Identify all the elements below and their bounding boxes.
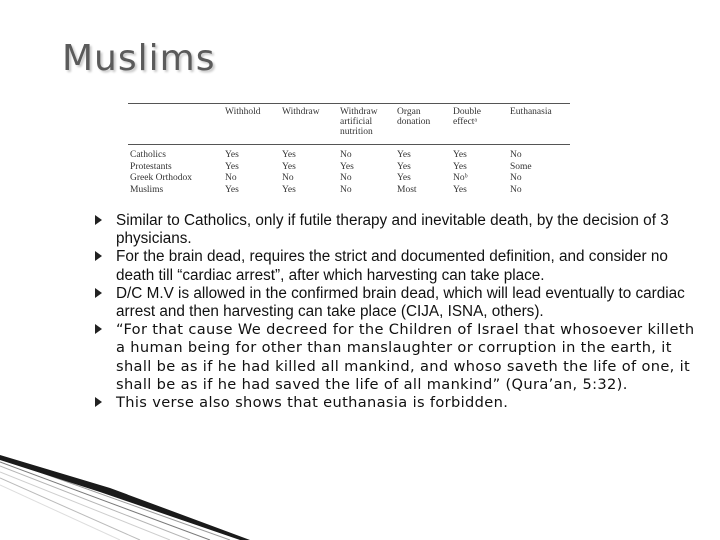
table-cell: Some xyxy=(510,161,532,172)
table-header-cell: Withdraw xyxy=(282,107,320,117)
table-cell: No xyxy=(340,184,352,195)
table-cell: Yes xyxy=(225,150,239,160)
table-top-rule xyxy=(128,103,570,104)
arrow-bullet-icon xyxy=(95,397,102,407)
table-header-cell: Double effectᵃ xyxy=(453,107,481,127)
table-cell: Yes xyxy=(397,161,411,172)
arrow-bullet-icon xyxy=(95,324,102,334)
table-cell: No xyxy=(510,173,522,183)
arrow-bullet-icon xyxy=(95,288,102,298)
bullet-item xyxy=(95,285,695,321)
table-cell: Yes xyxy=(340,161,354,172)
table-cell: Yes xyxy=(282,184,296,195)
table-cell: No xyxy=(225,173,237,183)
table-cell: No xyxy=(282,173,294,183)
bullet-list xyxy=(95,212,695,412)
table-row-label: Protestants xyxy=(130,161,172,172)
table-cell: No xyxy=(510,150,522,160)
table-row-label: Catholics xyxy=(130,150,166,160)
table-cell: No xyxy=(340,173,352,183)
table-cell: Yes xyxy=(453,161,467,172)
table-header-rule xyxy=(128,144,570,145)
bullet-item xyxy=(95,321,695,394)
table-cell: Yes xyxy=(453,150,467,160)
table-cell: Yes xyxy=(282,161,296,172)
table-header-cell: Organ donation xyxy=(397,107,431,127)
table-header-cell: Withdraw artificial nutrition xyxy=(340,107,378,137)
table-cell: Yes xyxy=(453,184,467,195)
bullet-text: D/C M.V is allowed in the confirmed brain dead, which will lead eventually to cardiac arrest and then harvesting can take place (CIJA, ISNA, others). xyxy=(116,284,685,321)
bullet-item xyxy=(95,248,695,284)
bullet-text: This verse also shows that euthanasia is forbidden. xyxy=(116,394,509,412)
bullet-item xyxy=(95,394,695,412)
table-cell: Yes xyxy=(397,150,411,160)
bullet-item xyxy=(95,212,695,248)
bullet-text: “For that cause We decreed for the Children of Israel that whosoever killeth a human being for other than manslaughter or corruption in the earth, it shall be as if he had killed all mankind, and whoso saveth the life of one, it shall be as if he had saved the life of all mankind” (Qura’an, 5:32). xyxy=(116,321,695,393)
table-cell: Most xyxy=(397,184,417,195)
table-header-cell: Withhold xyxy=(225,107,261,117)
table-header-cell: Euthanasia xyxy=(510,107,552,117)
bullet-text: Similar to Catholics, only if futile therapy and inevitable death, by the decision of 3 physicians. xyxy=(116,212,669,248)
slide-title: Muslims xyxy=(62,38,216,79)
table-row-label: Muslims xyxy=(130,184,164,195)
religion-policy-table xyxy=(128,102,570,199)
table-cell: No xyxy=(340,150,352,160)
table-cell: No xyxy=(510,184,522,195)
table-cell: Yes xyxy=(397,173,411,183)
table-row-label: Greek Orthodox xyxy=(130,173,192,183)
table-cell: Yes xyxy=(225,161,239,172)
table-cell: Yes xyxy=(282,150,296,160)
bullet-text: For the brain dead, requires the strict and documented definition, and consider no death till “cardiac arrest”, after which harvesting can take place. xyxy=(116,248,668,284)
arrow-bullet-icon xyxy=(95,251,102,261)
arrow-bullet-icon xyxy=(95,215,102,225)
table-cell: Noᵇ xyxy=(453,173,468,183)
table-cell: Yes xyxy=(225,184,239,195)
